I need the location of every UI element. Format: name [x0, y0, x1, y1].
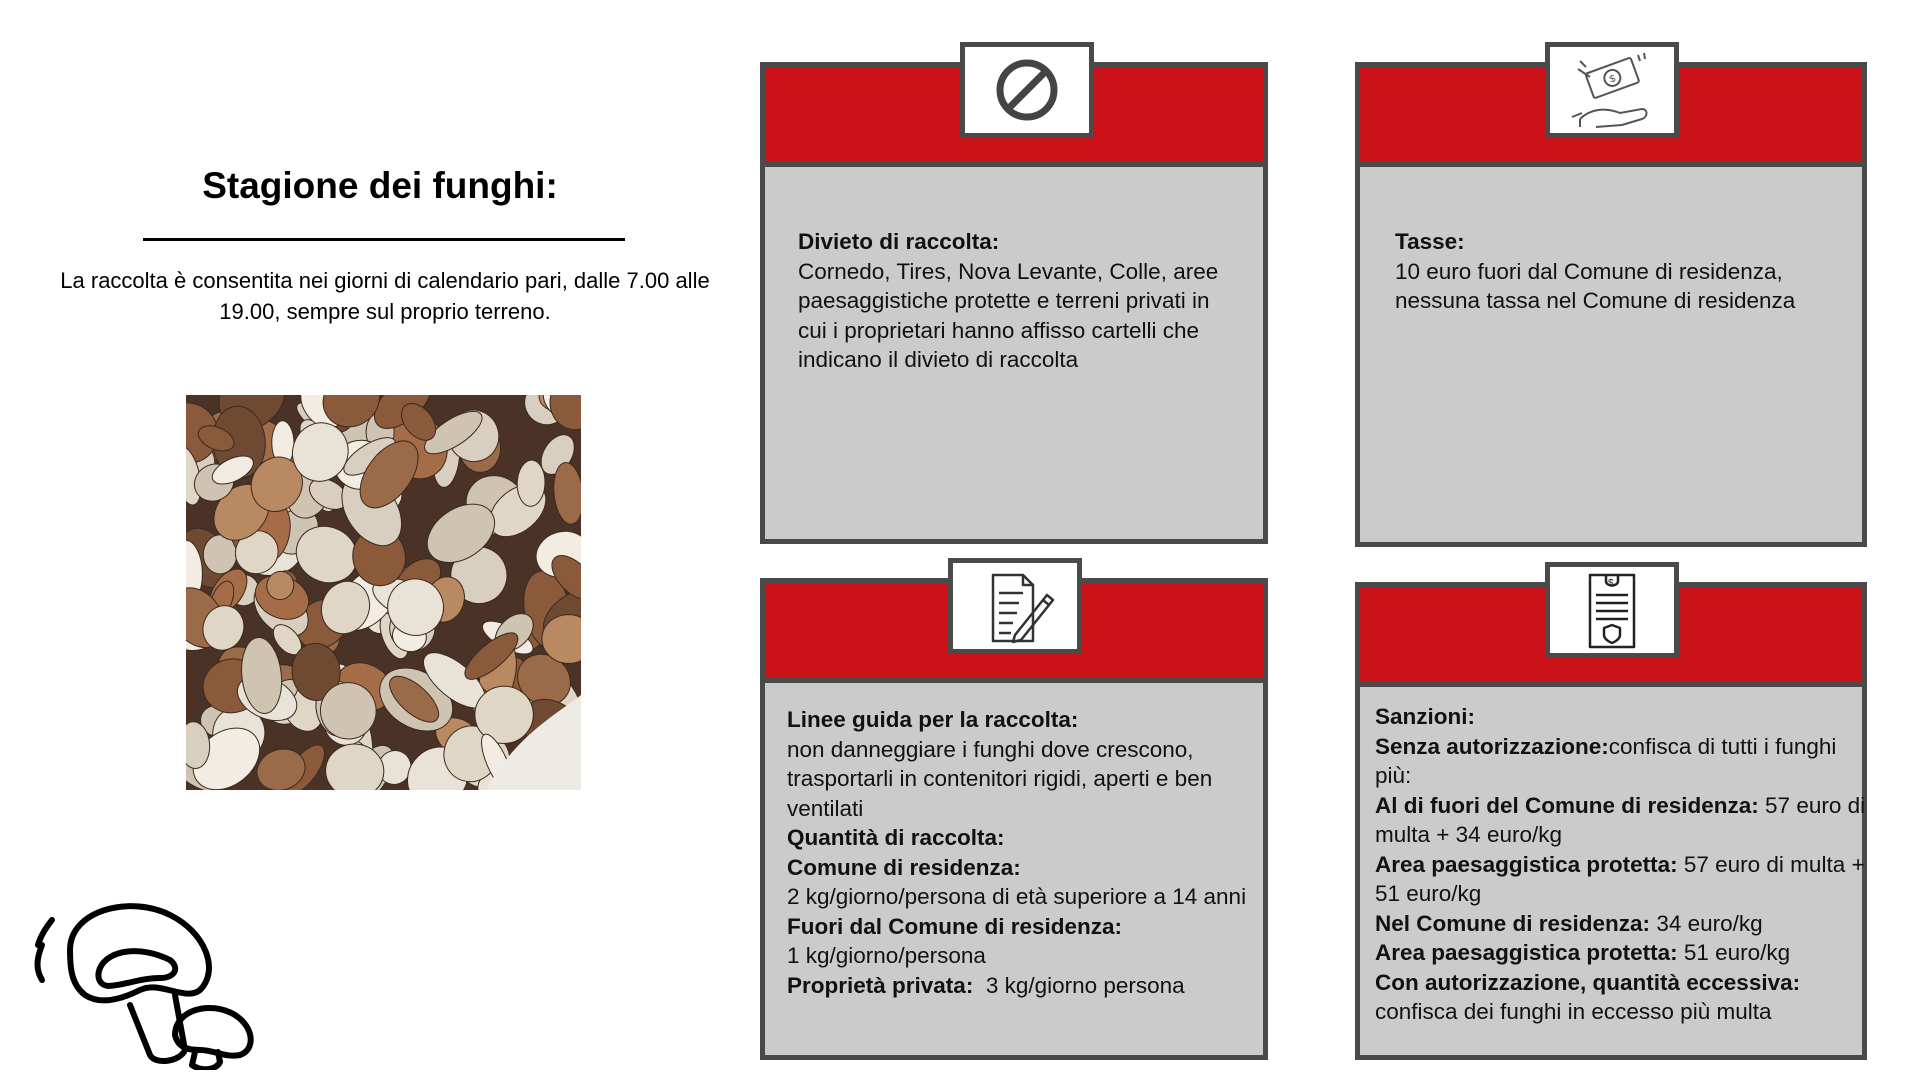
svg-text:$: $ — [1608, 578, 1614, 589]
no-auth-value: confisca di tutti i funghi più: — [1375, 733, 1837, 788]
card-sanctions — [1355, 578, 1867, 1060]
private-heading: Proprietà privata: — [787, 972, 974, 998]
protected-value: 57 euro di multa + 51 euro/kg — [1375, 851, 1865, 906]
resident-value: 2 kg/giorno/persona di età superiore a 14 anni — [787, 884, 1247, 909]
outside-value: 57 euro di multa + 34 euro/kg — [1375, 792, 1866, 847]
card-guidelines — [760, 578, 1268, 1060]
private-value: 3 kg/giorno persona — [973, 972, 1185, 998]
sanctions-text — [1375, 702, 1870, 1027]
ban-text — [798, 227, 1238, 375]
ban-heading: Divieto di raccolta: — [798, 229, 1000, 254]
nonresident-heading: Fuori dal Comune di residenza: — [787, 913, 1123, 939]
guidelines-body: non danneggiare i funghi dove crescono, trasportarli in contenitori rigidi, aperti e ben ventilati — [787, 736, 1213, 821]
document-pen-icon — [948, 558, 1082, 654]
season-title: Stagione dei funghi: — [202, 165, 558, 206]
resident-heading: Comune di residenza: — [787, 854, 1021, 880]
excess-label: Con autorizzazione, quantità eccessiva: — [1375, 969, 1801, 995]
guidelines-heading: Linee guida per la raccolta: — [787, 707, 1079, 732]
sanctions-heading: Sanzioni: — [1375, 704, 1475, 729]
taxes-body: 10 euro fuori dal Comune di residenza, nessuna tassa nel Comune di residenza — [1395, 258, 1796, 313]
mushroom-icon — [30, 890, 260, 1070]
season-description: La raccolta è consentita nei giorni di calendario pari, dalle 7.00 alle 19.00, sempre sul proprio terreno. — [60, 268, 710, 324]
resident-value: 34 euro/kg — [1650, 910, 1763, 936]
outside-label: Al di fuori del Comune di residenza: — [1375, 792, 1759, 818]
prohibited-icon — [960, 42, 1094, 138]
sanction-protected-2 — [1375, 938, 1870, 968]
protected2-label: Area paesaggistica protetta: — [1375, 940, 1678, 965]
sanction-protected — [1375, 850, 1870, 909]
taxes-heading: Tasse: — [1395, 229, 1465, 254]
resident-label: Nel Comune di residenza: — [1375, 910, 1651, 936]
sanction-outside — [1375, 791, 1870, 850]
money-hand-icon — [1545, 42, 1679, 138]
svg-text:$: $ — [1608, 73, 1618, 86]
card-collection-ban — [760, 62, 1268, 544]
protected2-value: 51 euro/kg — [1677, 940, 1791, 965]
sanction-resident — [1375, 909, 1870, 939]
sanction-no-auth — [1375, 732, 1870, 791]
card-taxes — [1355, 62, 1867, 547]
no-auth-label: Senza autorizzazione: — [1375, 733, 1609, 759]
invoice-icon — [1545, 562, 1679, 658]
guidelines-text — [787, 705, 1257, 1000]
taxes-text — [1395, 227, 1845, 316]
title-divider — [143, 238, 625, 241]
excess-value: confisca dei funghi in eccesso più multa — [1375, 999, 1772, 1024]
private-property-line — [787, 971, 1257, 1001]
quantity-heading: Quantità di raccolta: — [787, 825, 1005, 850]
protected-label: Area paesaggistica protetta: — [1375, 851, 1678, 877]
nonresident-value: 1 kg/giorno/persona — [787, 943, 986, 968]
mushroom-photo — [186, 395, 581, 790]
ban-body: Cornedo, Tires, Nova Levante, Colle, aree paesaggistiche protette e terreni privati in cui i proprietari hanno affisso cartelli che indicano il divieto di raccolta — [798, 258, 1219, 372]
